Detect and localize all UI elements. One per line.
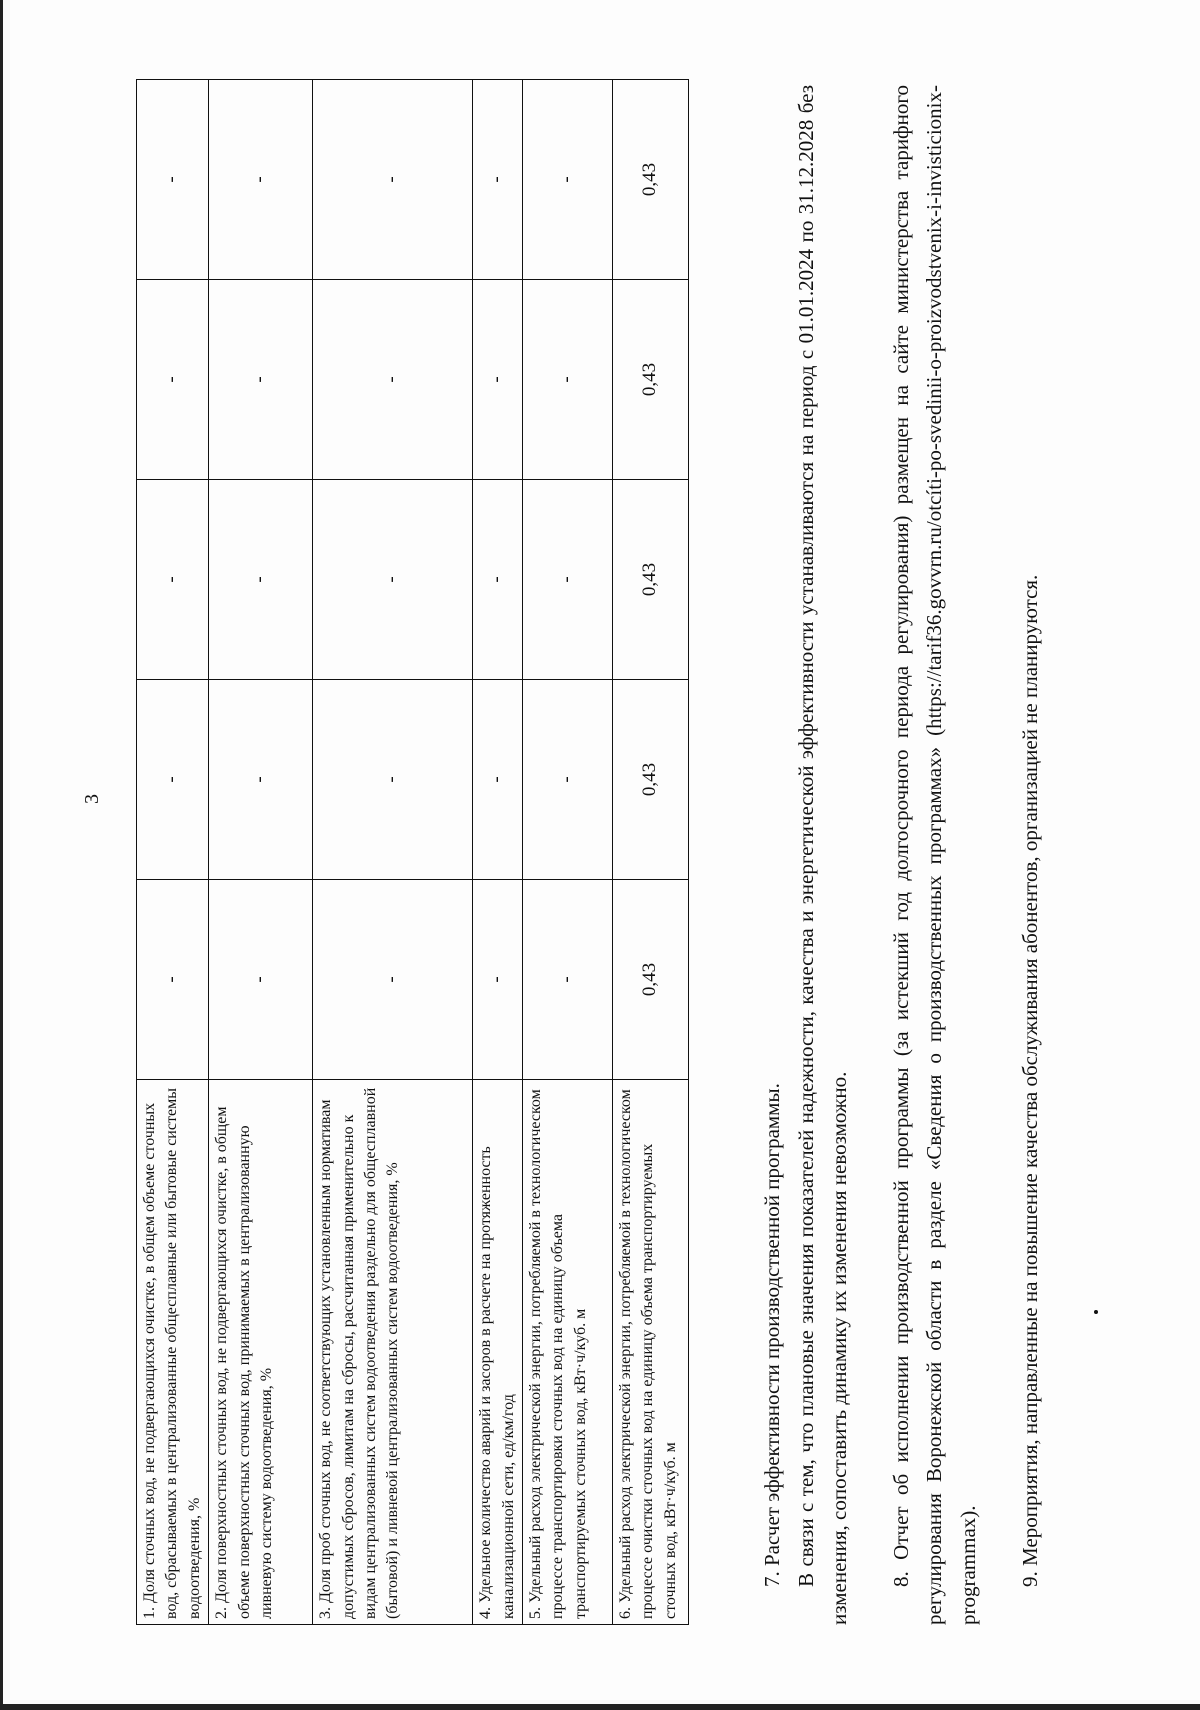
- indicator-value: -: [137, 280, 209, 480]
- paragraph-gap: [986, 85, 1014, 1625]
- page-number: 3: [81, 794, 103, 804]
- indicator-value: -: [473, 280, 523, 480]
- indicator-label: 3. Доля проб сточных вод, не соответствующих установленным нормативам допустимых сбросов, лимитам на сбросы, рассчитанная применительно к видам централизованных систем водоотведения раздельно для общесплавной (бытовой) и ливневой централизованных систем водоотведения, %: [313, 1080, 473, 1625]
- indicator-label: 5. Удельный расход электрической энергии, потребляемой в технологическом процессе транспортировки сточных вод на единицу объема транспортируемых сточных вод, кВт·ч/куб. м: [522, 1080, 612, 1625]
- indicators-table: [136, 79, 689, 1625]
- indicator-value: 0,43: [612, 80, 688, 280]
- document-sections: [756, 85, 1047, 1625]
- indicator-label: 2. Доля поверхностных сточных вод, не подвергающихся очистке, в общем объеме поверхностных сточных вод, принимаемых в централизованную ливневую систему водоотведения, %: [209, 1080, 313, 1625]
- table-row: [522, 80, 612, 1625]
- scan-edge-left: [0, 0, 3, 1710]
- table-row: [473, 80, 523, 1625]
- indicator-value: -: [313, 880, 473, 1080]
- indicator-value: -: [473, 880, 523, 1080]
- table-row: [209, 80, 313, 1625]
- indicator-value: -: [137, 480, 209, 680]
- indicator-value: 0,43: [612, 680, 688, 880]
- indicator-value: -: [522, 880, 612, 1080]
- indicator-value: 0,43: [612, 280, 688, 480]
- scan-edge-bottom: [0, 1704, 1200, 1710]
- indicator-value: -: [313, 480, 473, 680]
- section-9-body: 9. Мероприятия, направленные на повышение качества обслуживания абонентов, организацией не планируются.: [1017, 574, 1042, 1587]
- table-row: [313, 80, 473, 1625]
- indicator-label: 6. Удельный расход электрической энергии, потребляемой в технологическом процессе очистки сточных вод на единицу объема транспортируемых сточных вод, кВт·ч/куб. м: [612, 1080, 688, 1625]
- indicator-value: -: [137, 80, 209, 280]
- table-row: [137, 80, 209, 1625]
- indicator-label: 1. Доля сточных вод, не подвергающихся очистке, в общем объеме сточных вод, сбрасываемых в централизованные общесплавные или бытовые системы водоотведения, %: [137, 1080, 209, 1625]
- indicator-value: -: [522, 280, 612, 480]
- indicator-value: -: [313, 680, 473, 880]
- table-row: [612, 80, 688, 1625]
- indicator-value: -: [522, 80, 612, 280]
- indicator-value: -: [209, 280, 313, 480]
- indicator-value: -: [209, 80, 313, 280]
- rotated-content: [136, 35, 1042, 1625]
- indicator-value: -: [209, 880, 313, 1080]
- section-8-body: 8. Отчет об исполнении производственной программы (за истекший год долгосрочного периода регулирования) размещен на сайте министерства тарифного регулирования Воронежской области в разделе «Сведения о производственных программах» (https://tarif36.govvrn.ru/otcíti-po-svedinii-o-proizvodstvenix-i-invisticionix-programmax).: [888, 85, 980, 1625]
- indicator-value: -: [473, 480, 523, 680]
- indicator-value: -: [313, 280, 473, 480]
- indicator-label: 4. Удельное количество аварий и засоров в расчете на протяженность канализационной сети, ед/км/год: [473, 1080, 523, 1625]
- indicator-value: -: [209, 680, 313, 880]
- indicator-value: -: [473, 680, 523, 880]
- indicator-value: -: [473, 80, 523, 280]
- indicator-value: -: [209, 480, 313, 680]
- paragraph-gap: [857, 85, 885, 1625]
- indicator-value: -: [137, 680, 209, 880]
- section-7-title: 7. Расчет эффективности производственной программы.: [760, 1083, 784, 1587]
- indicator-value: 0,43: [612, 480, 688, 680]
- indicator-value: -: [313, 80, 473, 280]
- indicator-value: 0,43: [612, 880, 688, 1080]
- section-7-body: В связи с тем, что плановые значения показателей надежности, качества и энергетической эффективности устанавливаются на период с 01.01.2024 по 31.12.2028 без изменения, сопоставить динамику их изменения невозможно.: [793, 85, 852, 1625]
- indicator-value: -: [522, 480, 612, 680]
- indicator-value: -: [137, 880, 209, 1080]
- scan-speck: [1094, 1310, 1098, 1314]
- indicator-value: -: [522, 680, 612, 880]
